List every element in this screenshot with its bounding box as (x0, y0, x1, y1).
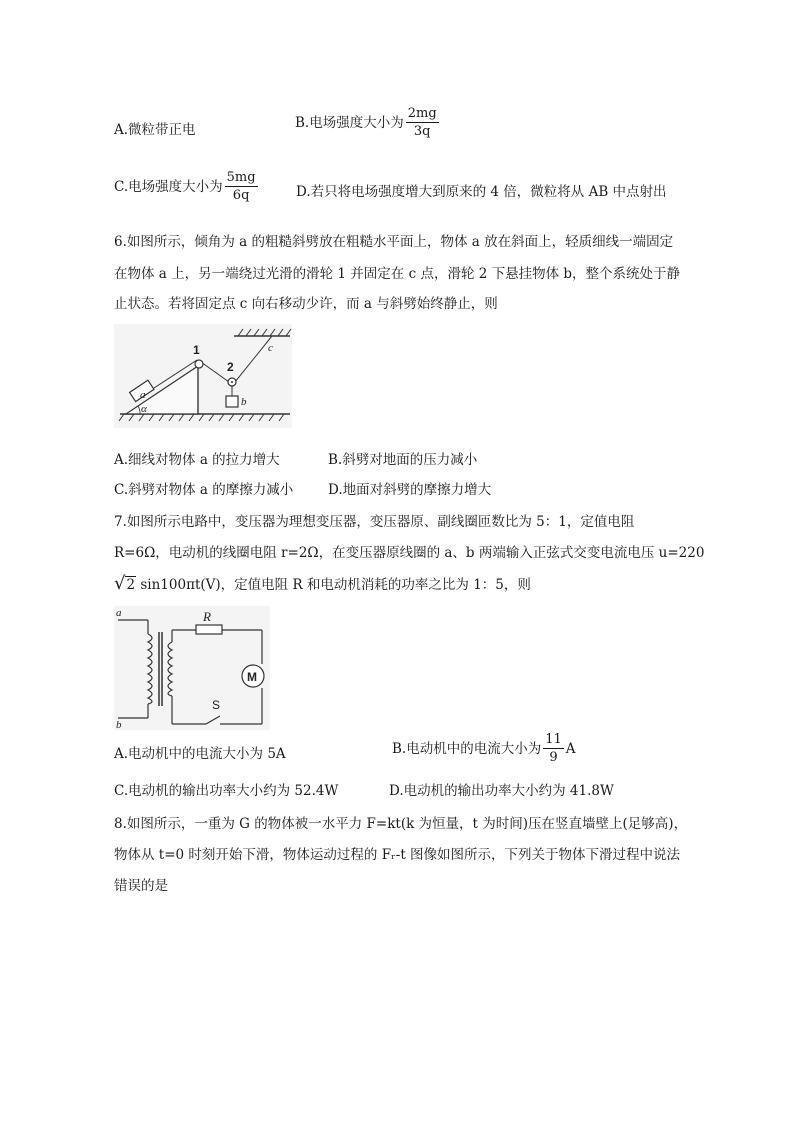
q6-point-c-label: c (268, 342, 273, 354)
q5-option-a: A.微粒带正电 (114, 122, 196, 138)
q5-option-b-fraction (406, 106, 439, 141)
q7-stem-line-1: 7.如图所示电路中，变压器为理想变压器，变压器原、副线圈匝数比为 5：1，定值电阻 (114, 514, 635, 530)
q7-stem-line-3-text: sin100πt(V)，定值电阻 R 和电动机消耗的功率之比为 1：5，则 (136, 577, 531, 593)
q6-block-b-label: b (241, 396, 247, 408)
q5-option-b (295, 106, 441, 141)
q7-option-a: A.电动机中的电流大小为 5A (114, 746, 286, 762)
fraction-denominator: 9 (549, 750, 558, 765)
q7-option-b-unit: A (565, 741, 576, 757)
q7-circuit-figure (114, 606, 270, 730)
q5-option-b-text: B.电场强度大小为 (295, 115, 404, 131)
fraction-numerator: 2mg (407, 106, 437, 121)
q6-stem-line-3: 止状态。若将固定点 c 向右移动少许，而 a 与斜劈始终静止，则 (114, 296, 498, 312)
q6-angle-alpha-label: α (141, 403, 147, 415)
q6-option-a: A.细线对物体 a 的拉力增大 (114, 452, 280, 468)
q6-block-a-label: a (140, 389, 146, 401)
q6-option-b: B.斜劈对地面的压力减小 (328, 452, 478, 468)
q7-motor-label: M (247, 670, 257, 684)
q7-stem-line-3 (114, 573, 531, 594)
q7-terminal-b-label: b (116, 719, 122, 730)
q7-switch-s-label: S (212, 698, 221, 712)
fraction-denominator: 6q (232, 188, 250, 203)
q6-figure (114, 324, 292, 428)
fraction-numerator: 11 (545, 732, 562, 747)
q6-option-c: C.斜劈对物体 a 的摩擦力减小 (114, 482, 294, 498)
q7-option-c: C.电动机的输出功率大小约为 52.4W (114, 783, 339, 799)
fraction-numerator: 5mg (226, 170, 256, 185)
q7-resistor-r-label: R (203, 609, 211, 624)
q6-stem-line-1: 6.如图所示，倾角为 a 的粗糙斜劈放在粗糙水平面上，物体 a 放在斜面上，轻质细线一端固定 (114, 234, 674, 250)
q7-option-b (392, 732, 576, 767)
q7-option-b-text: B.电动机中的电流大小为 (392, 741, 542, 757)
q7-option-d: D.电动机的输出功率大小约为 41.8W (389, 783, 614, 799)
q8-stem-line-1: 8.如图所示，一重为 G 的物体被一水平力 F=kt(k 为恒量，t 为时间)压在竖直墙壁上(足够高)， (114, 816, 688, 832)
q6-pulley-2-label: 2 (227, 360, 234, 374)
q5-option-c-text: C.电场强度大小为 (114, 179, 223, 195)
q7-terminal-a-label: a (116, 607, 122, 619)
square-root-sign: √ (114, 573, 126, 594)
q5-option-d: D.若只将电场强度增大到原来的 4 倍，微粒将从 AB 中点射出 (296, 184, 667, 200)
q7-option-b-fraction (543, 732, 564, 767)
q7-stem-line-2: R=6Ω，电动机的线圈电阻 r=2Ω，在变压器原线圈的 a、b 两端输入正弦式交变电流电压 u=220 (114, 545, 705, 561)
q5-option-c-fraction (225, 170, 258, 205)
q8-stem-line-3: 错误的是 (114, 878, 168, 894)
q6-option-d: D.地面对斜劈的摩擦力增大 (328, 482, 492, 498)
q6-pulley-1-label: 1 (193, 343, 200, 357)
fraction-denominator: 3q (413, 124, 431, 139)
q6-stem-line-2: 在物体 a 上，另一端绕过光滑的滑轮 1 并固定在 c 点，滑轮 2 下悬挂物体 b，整个系统处于静 (114, 266, 681, 282)
q8-stem-line-2: 物体从 t=0 时刻开始下滑，物体运动过程的 Fᵣ-t 图像如图所示，下列关于物体下滑过程中说法 (114, 847, 681, 863)
q5-option-c (114, 170, 260, 205)
square-root-radicand: 2 (126, 577, 136, 593)
